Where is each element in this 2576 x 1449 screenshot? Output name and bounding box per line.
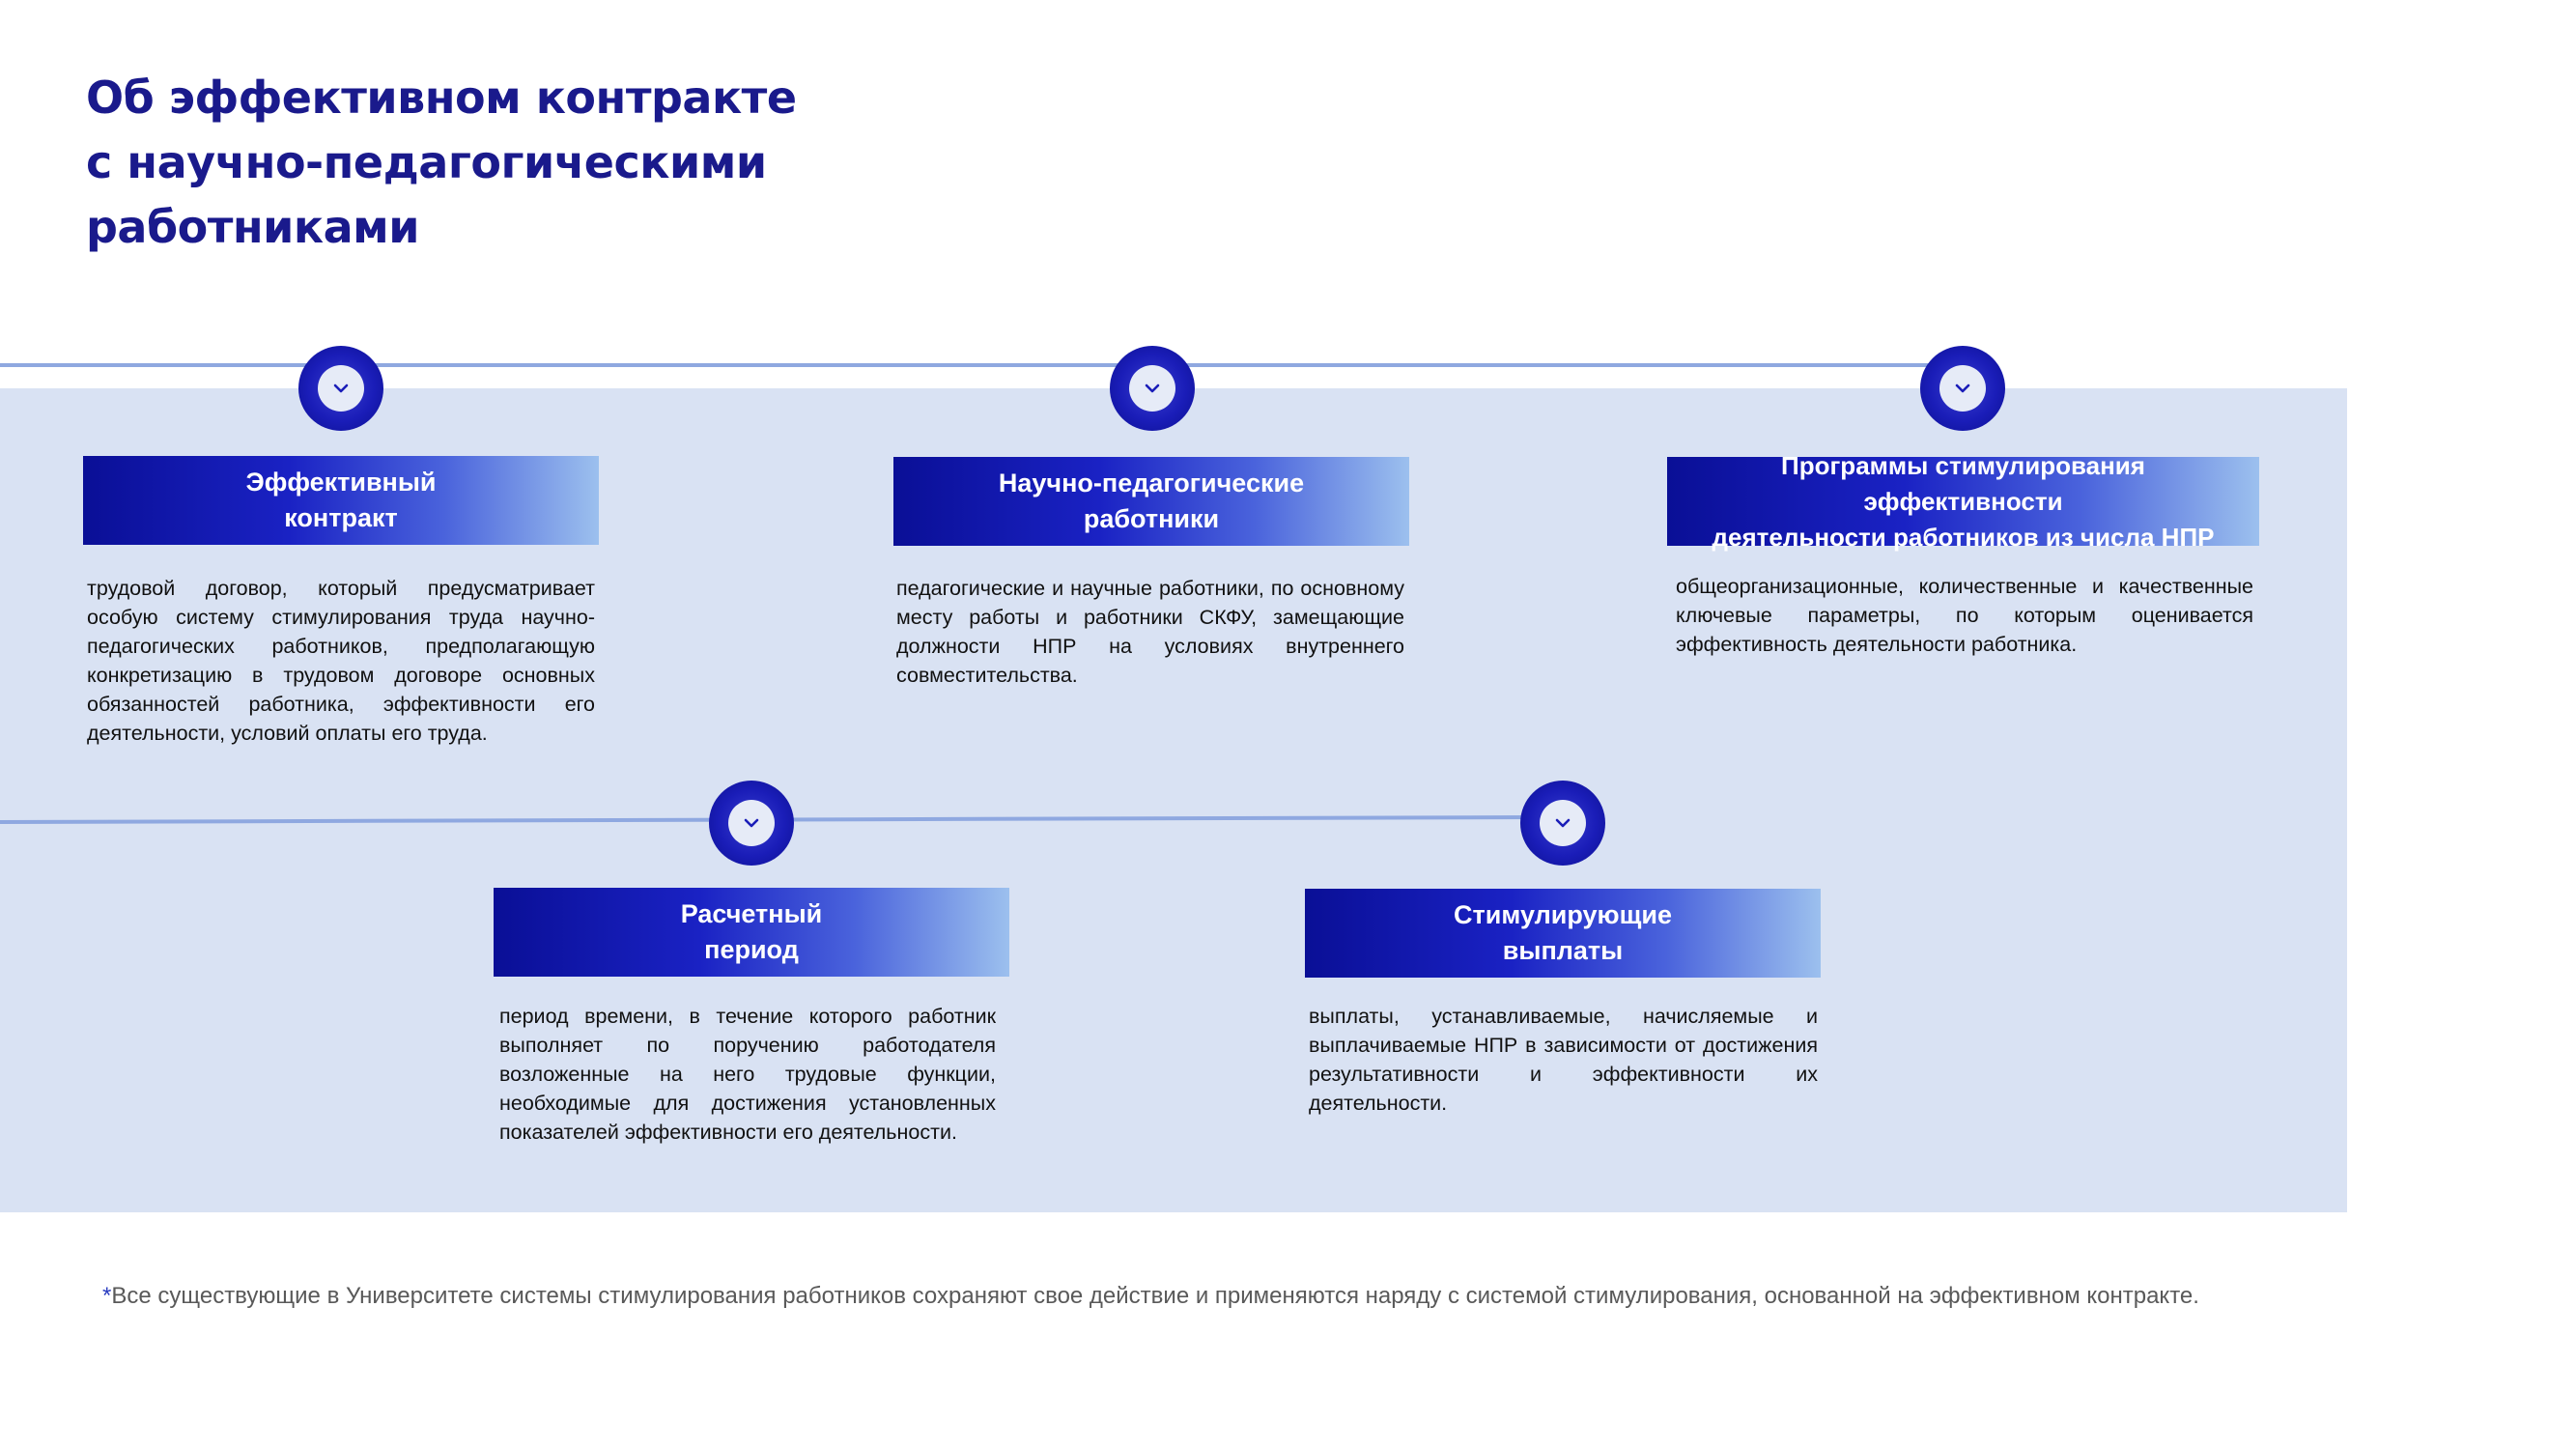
item-1-description: трудовой договор, который предусматривает особую систему стимулирования труда научно-педагогических работников, предполагающую конкретизацию в трудовом договоре основных обязанностей работника, эффективности его деятельности, условий оплаты его труда. [87, 577, 595, 745]
chevron-down-icon [1939, 365, 1986, 412]
item-1-heading-line-1: Эффективный [245, 468, 437, 497]
chevron-down-icon [1129, 365, 1175, 412]
item-5-heading-line-2: выплаты [1502, 936, 1624, 965]
item-2-heading-line-1: Научно-педагогические [998, 469, 1305, 497]
item-2-heading [893, 457, 1409, 546]
title-line-2: с научно-педагогическими [86, 136, 767, 188]
chevron-down-icon [728, 800, 775, 846]
chevron-down-icon [1540, 800, 1586, 846]
timeline-node-2 [1110, 346, 1195, 431]
title-line-3: работниками [86, 201, 419, 253]
item-5-heading [1305, 889, 1821, 978]
page-title [86, 66, 955, 260]
item-5-description: выплаты, устанавливаемые, начисляемые и выплачиваемые НПР в зависимости от достижения результативности и эффективности их деятельности. [1309, 1005, 1818, 1115]
item-3-description: общеорганизационные, количественные и качественные ключевые параметры, по которым оценивается эффективность деятельности работника. [1676, 575, 2253, 656]
title-line-1: Об эффективном контракте [86, 71, 797, 124]
timeline-node-1 [298, 346, 383, 431]
timeline-line-top [0, 363, 1968, 367]
item-1-heading-line-2: контракт [284, 503, 398, 532]
item-3-heading-line-1: Программы стимулирования эффективности [1781, 450, 2145, 516]
item-4-heading-line-2: период [704, 935, 799, 964]
item-4-description: период времени, в течение которого работник выполняет по поручению работодателя возложенные на него трудовые функции, необходимые для достижения установленных показателей эффективности его деятельности. [499, 1005, 996, 1144]
item-2-description: педагогические и научные работники, по основному месту работы и работники СКФУ, замещающие должности НПР на условиях внутреннего совместительства. [896, 577, 1404, 687]
item-3-heading-line-2: деятельности работников из числа НПР [1712, 522, 2215, 552]
timeline-node-4 [709, 781, 794, 866]
item-4-heading [494, 888, 1009, 977]
item-5-heading-line-1: Стимулирующие [1454, 900, 1672, 929]
footnote [102, 1280, 2199, 1313]
item-1-heading [83, 456, 599, 545]
timeline-node-5 [1520, 781, 1605, 866]
item-3-heading [1667, 450, 2259, 552]
footnote-text: Все существующие в Университете системы стимулирования работников сохраняют свое действие и применяются наряду с системой стимулирования, основанной на эффективном контракте. [111, 1283, 2199, 1309]
footnote-asterisk: * [102, 1283, 112, 1309]
chevron-down-icon [318, 365, 364, 412]
item-4-heading-line-1: Расчетный [680, 899, 823, 928]
timeline-node-3 [1920, 346, 2005, 431]
item-2-heading-line-2: работники [1083, 504, 1220, 533]
